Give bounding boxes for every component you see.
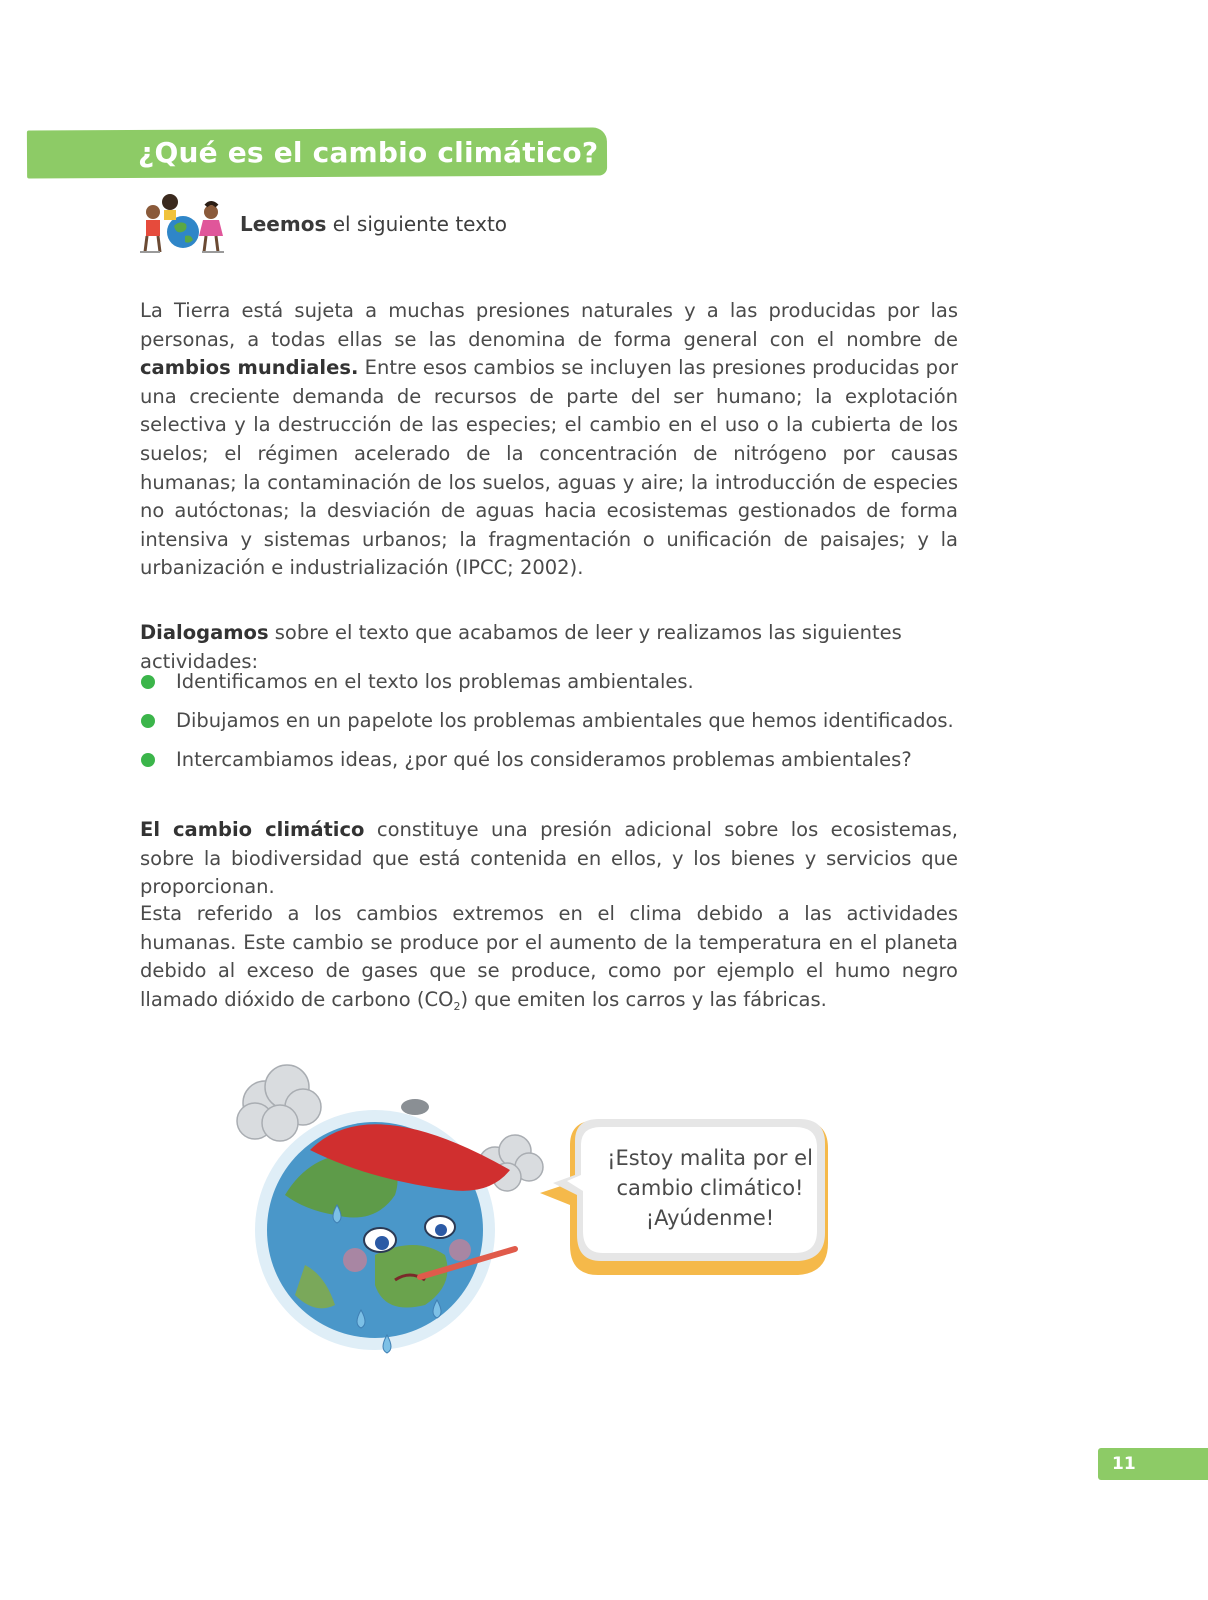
intro-rest: el siguiente texto	[326, 212, 508, 236]
paragraph1-text-a: La Tierra está sujeta a muchas presiones naturales y a las producidas por las personas, a todas ellas se las denomina de forma general con el nombre de	[140, 299, 958, 351]
activity-text: Intercambiamos ideas, ¿por qué los consideramos problemas ambientales?	[176, 748, 912, 771]
paragraph1-bold: cambios mundiales.	[140, 356, 359, 380]
bullet-dot-icon	[141, 753, 155, 767]
intro-line	[240, 212, 507, 236]
paragraph-co2	[140, 900, 958, 1021]
smoke-cloud-icon	[237, 1065, 321, 1141]
activity-text: Identificamos en el texto los problemas ambientales.	[176, 670, 694, 693]
paragraph4-text-a: Esta referido a los cambios extremos en el clima debido a las actividades humanas. Este cambio se produce por el aumento de la temperatura en el planeta debido al exceso de gases que se produce, como por ejemplo el humo negro llamado dióxido de carbono (CO	[140, 902, 958, 1011]
paragraph-global-changes	[140, 297, 958, 583]
speech-bubble-text	[585, 1143, 835, 1233]
co2-subscript: 2	[453, 999, 461, 1013]
speech-line: ¡Ayúdenme!	[645, 1206, 775, 1230]
activity-text: Dibujamos en un papelote los problemas ambientales que hemos identificados.	[176, 709, 954, 732]
dialog-rest: sobre el texto que acabamos de leer y realizamos las siguientes actividades:	[140, 621, 902, 673]
page-title: ¿Qué es el cambio climático?	[138, 136, 599, 169]
speech-line: cambio climático!	[616, 1176, 804, 1200]
list-item	[140, 701, 970, 740]
intro-bold: Leemos	[240, 212, 327, 236]
paragraph1-text-b: Entre esos cambios se incluyen las presiones producidas por una creciente demanda de recursos de parte del ser humano; la explotación selectiva y la destrucción de las especies; el cambio en el uso o la cubierta de los suelos; el régimen acelerado de la concentración de nitrógeno por causas humanas; la contaminación de los suelos, aguas y aire; la introducción de especies no autóctonas; la desviación de aguas hacia ecosistemas gestionados de forma intensiva y sistemas urbanos; la fragmentación o unificación de paisajes; y la urbanización e industrialización (IPCC; 2002).	[140, 356, 959, 580]
bullet-dot-icon	[141, 675, 155, 689]
list-item	[140, 662, 970, 701]
dialog-bold: Dialogamos	[140, 621, 269, 644]
bullet-dot-icon	[141, 714, 155, 728]
paragraph4-text-b: ) que emiten los carros y las fábricas.	[460, 987, 827, 1011]
list-item	[140, 740, 970, 779]
children-with-globe-icon	[138, 192, 228, 258]
paragraph3-bold: El cambio climático	[140, 818, 365, 841]
page-number: 11	[1112, 1454, 1136, 1474]
speech-line: ¡Estoy malita por el	[607, 1146, 813, 1170]
paragraph3-rest: constituye una presión adicional sobre los ecosistemas, sobre la biodiversidad que está contenida en ellos, y los bienes y servicios que proporcionan.	[140, 818, 958, 899]
paragraph-climate-change	[140, 816, 958, 902]
activities-list	[140, 662, 970, 779]
